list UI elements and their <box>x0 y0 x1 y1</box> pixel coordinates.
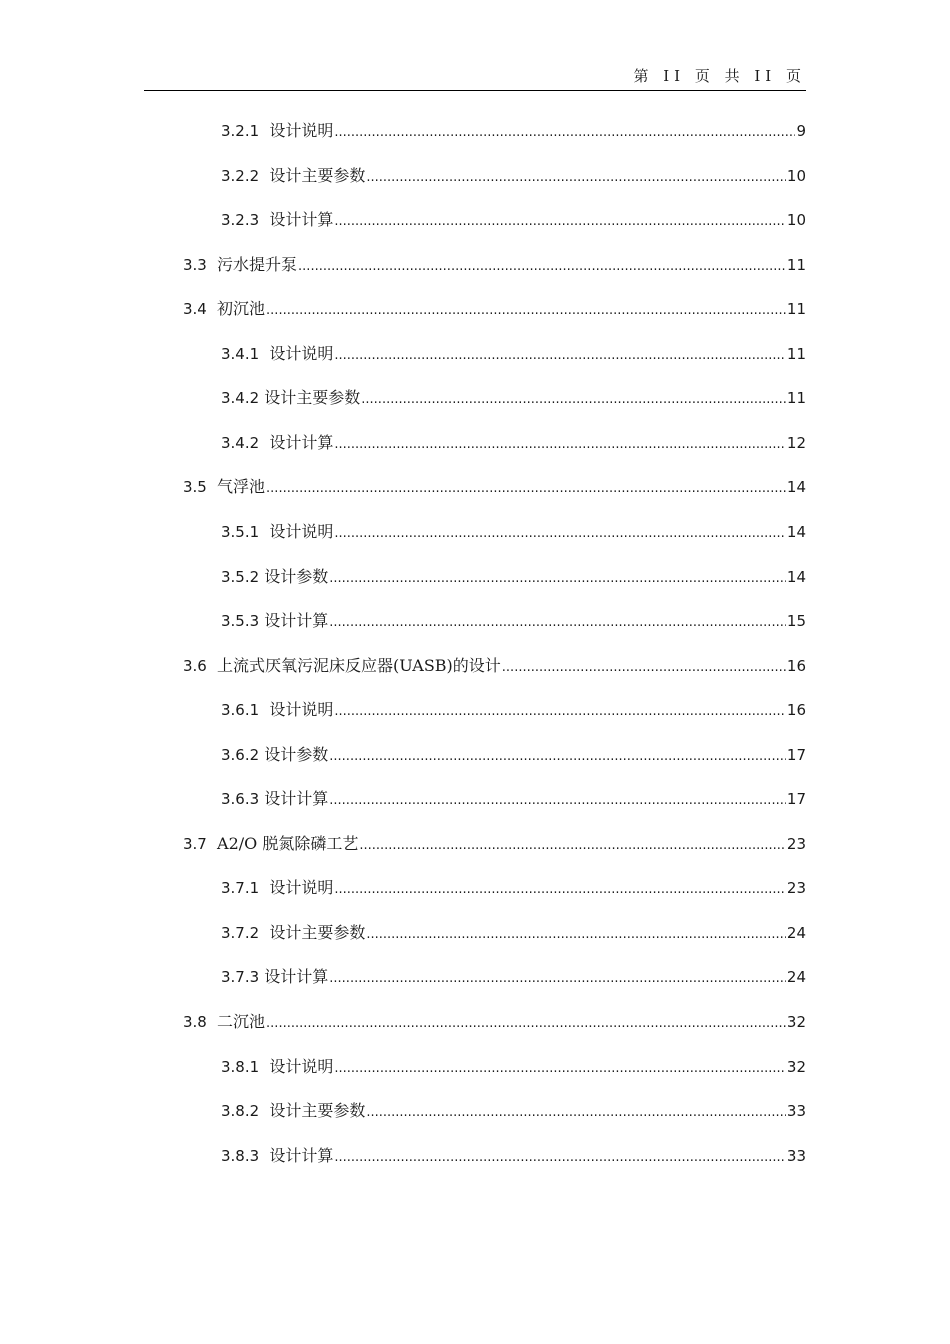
toc-entry-page-number: 14 <box>786 523 806 541</box>
toc-entry-title: 初沉池 <box>217 299 266 319</box>
toc-entry-title: 设计参数 <box>264 566 329 586</box>
page-number-label: 第 II 页 共 II 页 <box>633 67 806 85</box>
toc-entry-title: 设计计算 <box>264 611 329 630</box>
toc-dot-leader <box>334 121 795 145</box>
toc-entry-title: 设计计算 <box>269 210 334 230</box>
toc-entry-page-number: 17 <box>786 745 806 764</box>
toc-entry-number: 3.5.1 <box>221 523 260 541</box>
toc-entry-gap <box>207 654 217 678</box>
toc-entry-page-number: 24 <box>786 923 806 942</box>
toc-entry-title: 设计计算 <box>264 967 329 987</box>
toc-entry-gap <box>259 921 269 945</box>
toc-entry[interactable] <box>221 1099 806 1123</box>
toc-dot-leader <box>361 388 786 412</box>
toc-entry[interactable] <box>221 208 806 232</box>
toc-entry-page-number: 15 <box>786 612 806 630</box>
toc-entry-number: 3.5 <box>183 478 207 497</box>
toc-entry-page-number: 16 <box>786 656 806 675</box>
toc-dot-leader <box>334 433 786 457</box>
toc-entry-number: 3.5.3 <box>221 612 260 630</box>
toc-entry[interactable] <box>221 921 806 945</box>
toc-entry-title: 二沉池 <box>217 1012 266 1031</box>
toc-entry[interactable] <box>221 743 806 767</box>
toc-entry-title: 设计计算 <box>269 432 334 452</box>
toc-entry[interactable] <box>221 119 806 143</box>
toc-entry-gap <box>207 475 217 499</box>
toc-dot-leader <box>334 344 786 368</box>
toc-entry-gap <box>259 431 269 455</box>
toc-dot-leader <box>334 1057 786 1081</box>
toc-entry-gap <box>259 1144 269 1168</box>
toc-entry[interactable] <box>183 297 806 321</box>
toc-entry-title: 设计说明 <box>269 522 334 541</box>
toc-entry-gap <box>259 164 269 188</box>
toc-entry-page-number: 14 <box>786 567 806 586</box>
toc-entry-gap <box>259 1055 269 1079</box>
toc-entry-number: 3.4.1 <box>221 344 260 363</box>
toc-entry-page-number: 9 <box>796 122 806 140</box>
toc-dot-leader <box>329 967 786 991</box>
toc-dot-leader <box>266 1012 786 1036</box>
toc-entry-gap <box>259 342 269 366</box>
toc-entry[interactable] <box>221 565 806 589</box>
toc-entry-number: 3.7 <box>183 834 207 853</box>
toc-entry[interactable] <box>221 386 806 410</box>
toc-entry-page-number: 17 <box>786 790 806 809</box>
toc-entry[interactable] <box>221 1055 806 1079</box>
toc-entry[interactable] <box>221 342 806 366</box>
toc-entry-number: 3.7.3 <box>221 968 260 987</box>
toc-dot-leader <box>334 1146 786 1170</box>
toc-entry[interactable] <box>221 965 806 989</box>
toc-entry-number: 3.6.1 <box>221 701 260 720</box>
toc-dot-leader <box>329 789 786 813</box>
toc-dot-leader <box>329 567 786 591</box>
toc-entry-number: 3.2.3 <box>221 211 260 230</box>
toc-entry-title: 上流式厌氧污泥床反应器(UASB)的设计 <box>217 655 501 675</box>
toc-entry[interactable] <box>183 253 806 277</box>
toc-entry[interactable] <box>183 1010 806 1034</box>
toc-entry-gap <box>259 876 269 900</box>
toc-entry-title: 设计说明 <box>269 878 334 898</box>
toc-entry-title: 设计说明 <box>269 121 334 140</box>
toc-entry-title: 设计主要参数 <box>269 165 366 185</box>
toc-entry-page-number: 23 <box>786 879 806 898</box>
toc-dot-leader <box>329 611 786 635</box>
toc-entry-number: 3.8.1 <box>221 1057 260 1076</box>
toc-entry[interactable] <box>221 787 806 811</box>
toc-dot-leader <box>334 700 786 724</box>
toc-entry-title: 气浮池 <box>217 477 266 497</box>
toc-entry-page-number: 33 <box>786 1102 806 1121</box>
toc-dot-leader <box>366 923 786 947</box>
toc-dot-leader <box>266 299 786 323</box>
toc-entry-number: 3.4 <box>183 300 207 319</box>
toc-entry-gap <box>207 832 217 856</box>
toc-entry[interactable] <box>183 475 806 499</box>
toc-entry-page-number: 11 <box>786 255 806 274</box>
toc-entry-gap <box>207 1010 217 1034</box>
toc-entry-gap <box>207 297 217 321</box>
toc-entry-number: 3.4.2 <box>221 433 260 452</box>
toc-dot-leader <box>502 656 786 680</box>
toc-entry-number: 3.8.3 <box>221 1146 260 1165</box>
toc-entry[interactable] <box>183 832 806 856</box>
toc-entry-page-number: 12 <box>786 433 806 452</box>
toc-entry[interactable] <box>221 520 806 544</box>
toc-entry[interactable] <box>221 876 806 900</box>
toc-entry-page-number: 33 <box>786 1146 806 1165</box>
toc-entry[interactable] <box>221 164 806 188</box>
toc-entry-title: 污水提升泵 <box>217 254 298 274</box>
toc-entry-number: 3.2.2 <box>221 166 260 185</box>
toc-entry-title: 设计主要参数 <box>269 922 366 942</box>
toc-entry-title: 设计参数 <box>264 744 329 764</box>
toc-entry-page-number: 32 <box>786 1057 806 1076</box>
toc-entry-number: 3.4.2 <box>221 389 260 408</box>
toc-entry-page-number: 32 <box>786 1013 806 1031</box>
toc-entry-gap <box>259 520 269 544</box>
toc-dot-leader <box>266 477 786 501</box>
toc-entry-title: 设计说明 <box>269 700 334 720</box>
toc-entry-page-number: 24 <box>786 968 806 987</box>
toc-entry-gap <box>259 1099 269 1123</box>
toc-entry-number: 3.2.1 <box>221 122 260 140</box>
toc-entry-number: 3.6 <box>183 656 207 675</box>
toc-entry-number: 3.5.2 <box>221 567 260 586</box>
toc-dot-leader <box>329 745 786 769</box>
toc-entry-page-number: 10 <box>786 166 806 185</box>
toc-dot-leader <box>334 210 786 234</box>
toc-entry-page-number: 11 <box>786 300 806 319</box>
toc-entry-gap <box>259 698 269 722</box>
toc-entry[interactable] <box>221 1144 806 1168</box>
toc-entry[interactable] <box>221 431 806 455</box>
toc-entry-title: 设计计算 <box>269 1145 334 1165</box>
toc-entry-page-number: 14 <box>786 478 806 497</box>
toc-entry-page-number: 10 <box>786 211 806 230</box>
toc-entry-gap <box>207 253 217 277</box>
toc-entry-number: 3.6.2 <box>221 745 260 764</box>
toc-entry-title: 设计说明 <box>269 343 334 363</box>
toc-entry-page-number: 11 <box>786 344 806 363</box>
toc-entry-gap <box>259 119 269 143</box>
toc-entry-title: 设计主要参数 <box>264 388 361 408</box>
toc-entry-number: 3.6.3 <box>221 790 260 809</box>
toc-dot-leader <box>334 878 786 902</box>
toc-entry[interactable] <box>221 609 806 633</box>
toc-dot-leader <box>366 1101 786 1125</box>
toc-entry-gap <box>259 208 269 232</box>
toc-dot-leader <box>334 522 786 546</box>
toc-entry-title: A2/O 脱氮除磷工艺 <box>217 833 359 853</box>
toc-dot-leader <box>359 834 786 858</box>
toc-entry-number: 3.8 <box>183 1013 207 1031</box>
toc-entry[interactable] <box>221 698 806 722</box>
toc-entry-page-number: 16 <box>786 701 806 720</box>
toc-entry[interactable] <box>183 654 806 678</box>
toc-entry-number: 3.7.2 <box>221 923 260 942</box>
toc-entry-number: 3.8.2 <box>221 1102 260 1121</box>
toc-entry-title: 设计主要参数 <box>269 1101 366 1121</box>
toc-entry-page-number: 23 <box>786 834 806 853</box>
toc-entry-page-number: 11 <box>786 389 806 408</box>
toc-dot-leader <box>298 255 786 279</box>
toc-entry-title: 设计计算 <box>264 789 329 809</box>
toc-entry-title: 设计说明 <box>269 1056 334 1076</box>
toc-dot-leader <box>366 166 786 190</box>
toc-entry-number: 3.3 <box>183 255 207 274</box>
toc-entry-number: 3.7.1 <box>221 879 260 898</box>
